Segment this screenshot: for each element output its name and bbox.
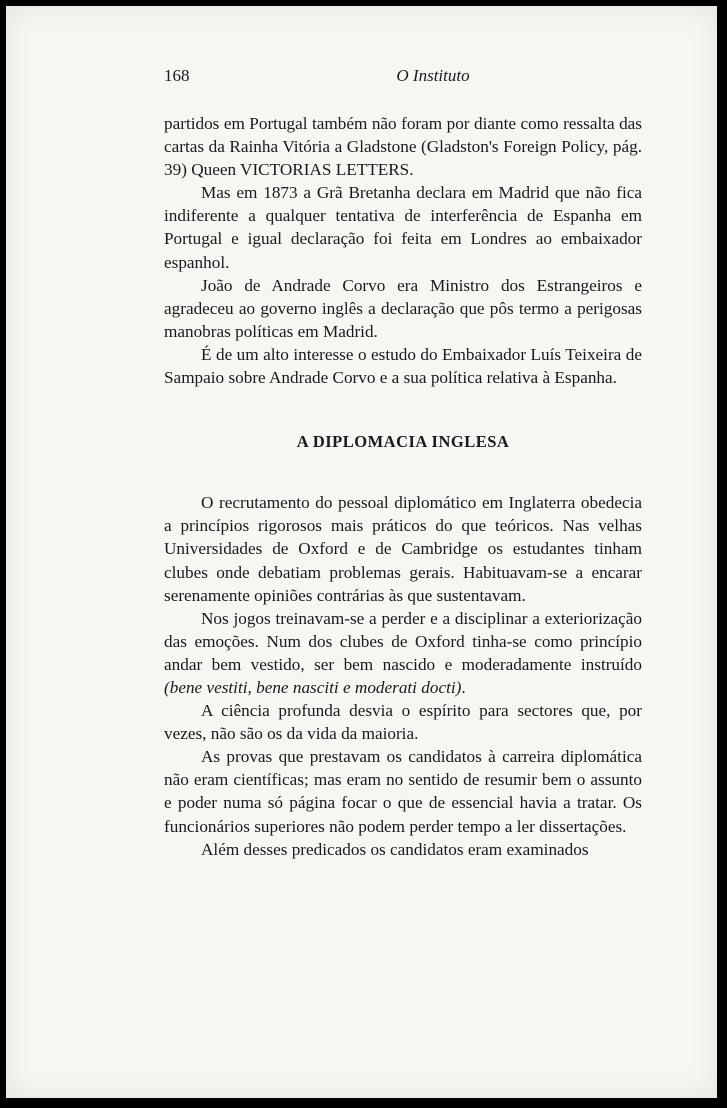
- paragraph: O recrutamento do pessoal diplomático em Inglaterra obedecia a princípios rigorosos mais práticos do que teóricos. Nas velhas Universidades de Oxford e de Cambridge os estudantes tinham clubes onde debatiam problemas gerais. Habituavam-se a encarar serenamente opiniões contrárias às que sustentavam.: [164, 493, 642, 605]
- page-number: 168: [164, 66, 190, 85]
- paragraph: Além desses predicados os candidatos eram examinados: [201, 839, 589, 859]
- paragraph: A ciência profunda desvia o espírito para sectores que, por vezes, não são os da vida da maioria.: [164, 701, 642, 744]
- paragraph: As provas que prestavam os candidatos à carreira diplomática não eram científicas; mas eram no sentido de resumir bem o assunto e poder numa só página focar o que de essencial havia a tratar. Os funcionários superiores não podem perder tempo a ler dissertações.: [164, 747, 642, 836]
- page-body: [164, 112, 642, 861]
- running-title: O Instituto: [396, 66, 470, 85]
- paragraph: João de Andrade Corvo era Ministro dos Estrangeiros e agradeceu ao governo inglês a declaração que pôs termo a perigosas manobras políticas em Madrid.: [164, 275, 642, 341]
- paragraph: Mas em 1873 a Grã Bretanha declara em Madrid que não fica indiferente a qualquer tentativa de interferência de Espanha em Portugal e igual declaração foi feita em Londres ao embaixador espanhol.: [164, 183, 642, 272]
- latin-phrase: (bene vestiti, bene nasciti e moderati docti): [164, 677, 462, 697]
- paragraph-text: Nos jogos treinavam-se a perder e a disciplinar a exteriorização das emoções. Num dos clubes de Oxford tinha-se como princípio andar bem vestido, ser bem nascido e moderadamente instruído: [164, 608, 642, 674]
- paragraph-text: .: [461, 677, 466, 697]
- section-title: A DIPLOMACIA INGLESA: [296, 432, 510, 452]
- paragraph: É de um alto interesse o estudo do Embaixador Luís Teixeira de Sampaio sobre Andrade Corvo e a sua política relativa à Espanha.: [164, 344, 642, 388]
- paragraph: [164, 607, 642, 699]
- paragraph: partidos em Portugal também não foram por diante como ressalta das cartas da Rainha Vitória a Gladstone (Gladston's Foreign Policy, pág. 39) Queen VICTORIAS LETTERS.: [164, 114, 642, 180]
- page-header: [164, 66, 642, 88]
